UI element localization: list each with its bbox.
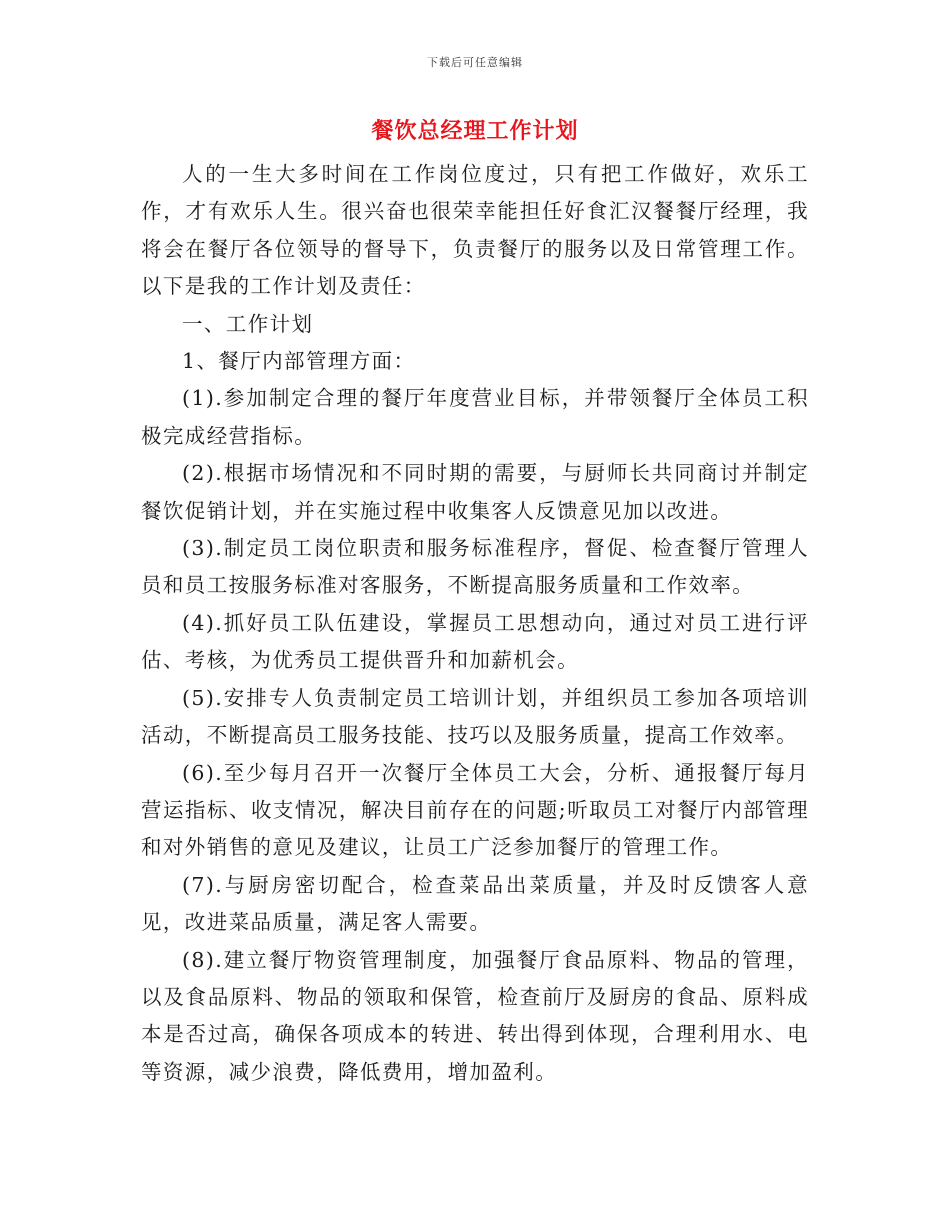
plan-item-7: (7).与厨房密切配合，检查菜品出菜质量，并及时反馈客人意见，改进菜品质量，满足客人需要。 (141, 872, 809, 935)
plan-item-4: (4).抓好员工队伍建设，掌握员工思想动向，通过对员工进行评估、考核，为优秀员工提供晋升和加薪机会。 (141, 610, 809, 673)
plan-item-5: (5).安排专人负责制定员工培训计划，并组织员工参加各项培训活动，不断提高员工服务技能、技巧以及服务质量，提高工作效率。 (141, 685, 809, 748)
intro-paragraph: 人的一生大多时间在工作岗位度过，只有把工作做好，欢乐工作，才有欢乐人生。很兴奋也很荣幸能担任好食汇汉餐餐厅经理，我将会在餐厅各位领导的督导下，负责餐厅的服务以及日常管理工作。以下是我的工作计划及责任： (141, 162, 809, 299)
document-body (141, 156, 809, 1091)
plan-item-1: (1).参加制定合理的餐厅年度营业目标，并带领餐厅全体员工积极完成经营指标。 (141, 386, 809, 448)
plan-item-3: (3).制定员工岗位职责和服务标准程序，督促、检查餐厅管理人员和员工按服务标准对客服务，不断提高服务质量和工作效率。 (141, 536, 809, 598)
plan-item-2: (2).根据市场情况和不同时期的需要，与厨师长共同商讨并制定餐饮促销计划，并在实施过程中收集客人反馈意见加以改进。 (141, 461, 809, 523)
plan-item-6: (6).至少每月召开一次餐厅全体员工大会，分析、通报餐厅每月营运指标、收支情况，解决目前存在的问题;听取员工对餐厅内部管理和对外销售的意见及建议，让员工广泛参加餐厅的管理工作。 (141, 760, 809, 860)
subsection-heading-internal-management: 1、餐厅内部管理方面： (182, 349, 416, 374)
page-header-note: 下载后可任意编辑 (427, 56, 523, 69)
section-heading-work-plan: 一、工作计划 (182, 311, 314, 336)
plan-item-8: (8).建立餐厅物资管理制度，加强餐厅食品原料、物品的管理，以及食品原料、物品的领取和保管，检查前厅及厨房的食品、原料成本是否过高，确保各项成本的转进、转出得到体现，合理利用水、电等资源，减少浪费，降低费用，增加盈利。 (141, 947, 809, 1084)
document-title: 餐饮总经理工作计划 (371, 118, 579, 144)
